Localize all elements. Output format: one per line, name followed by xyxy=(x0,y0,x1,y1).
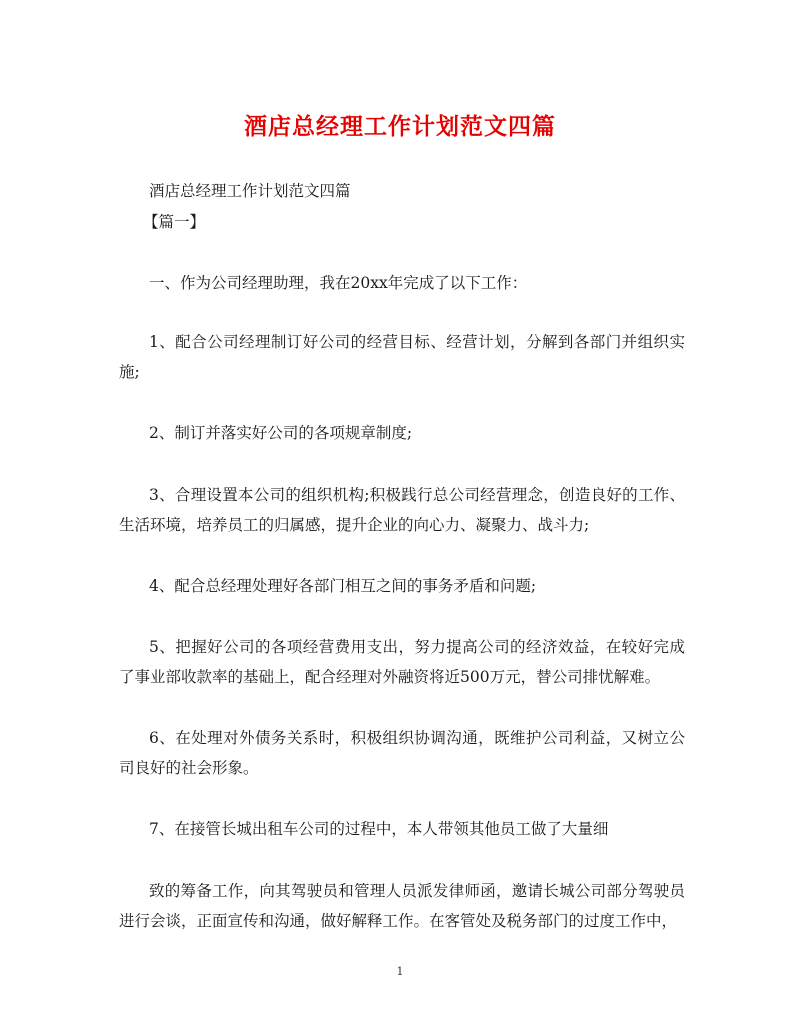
paragraph-item-4: 4、配合总经理处理好各部门相互之间的事务矛盾和问题; xyxy=(149,577,537,595)
document-title: 酒店总经理工作计划范文四篇 xyxy=(244,113,556,140)
paragraph-item-1: 1、配合公司经理制订好公司的经营目标、经营计划，分解到各部门并组织实施; xyxy=(119,333,685,381)
paragraph-item-3: 3、合理设置本公司的组织机构;积极践行总公司经营理念，创造良好的工作、生活环境，培养员工的归属感，提升企业的向心力、凝聚力、战斗力; xyxy=(119,486,685,534)
paragraph-continuation: 致的筹备工作，向其驾驶员和管理人员派发律师函，邀请长城公司部分驾驶员进行会谈，正面宣传和沟通，做好解释工作。在客管处及税务部门的过度工作中， xyxy=(119,882,685,930)
paragraph-item-7: 7、在接管长城出租车公司的过程中，本人带领其他员工做了大量细 xyxy=(149,820,609,838)
paragraph-section-heading: 【篇一】 xyxy=(143,213,206,231)
paragraph-item-5: 5、把握好公司的各项经营费用支出，努力提高公司的经济效益，在较好完成了事业部收款率的基础上，配合经理对外融资将近500万元，替公司排忧解难。 xyxy=(119,638,685,686)
paragraph-item-2: 2、制订并落实好公司的各项规章制度; xyxy=(149,424,413,442)
paragraph-subtitle: 酒店总经理工作计划范文四篇 xyxy=(149,182,351,200)
page-number: 1 xyxy=(396,965,404,978)
paragraph-item-6: 6、在处理对外债务关系时，积极组织协调沟通，既维护公司利益，又树立公司良好的社会形象。 xyxy=(119,729,685,777)
paragraph-intro: 一、作为公司经理助理，我在20xx年完成了以下工作： xyxy=(149,274,528,292)
